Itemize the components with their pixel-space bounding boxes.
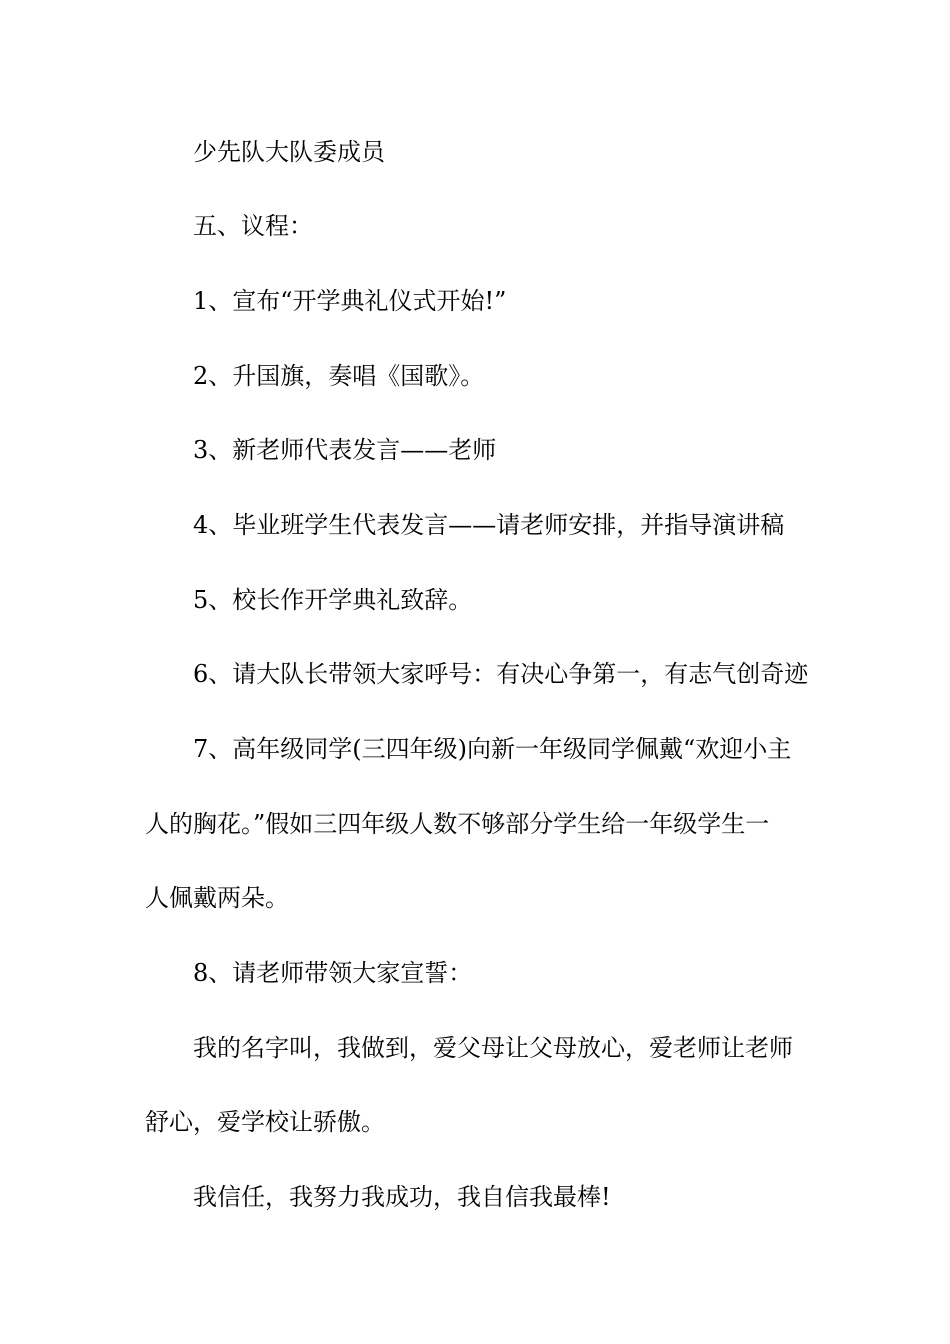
text-line: 少先队大队委成员 [193,138,385,166]
agenda-item: 6、请大队长带领大家呼号：有决心争第一，有志气创奇迹 [193,660,809,688]
agenda-item-continued: 人佩戴两朵。 [145,884,289,912]
agenda-item: 3、新老师代表发言——老师 [193,436,497,464]
agenda-item: 4、毕业班学生代表发言——请老师安排，并指导演讲稿 [193,511,785,539]
agenda-item-continued: 人的胸花。”假如三四年级人数不够部分学生给一年级学生一 [145,810,770,838]
oath-line-continued: 舒心，爱学校让骄傲。 [145,1108,385,1136]
oath-line: 我信任，我努力我成功，我自信我最棒! [193,1183,611,1211]
agenda-item: 7、高年级同学(三四年级)向新一年级同学佩戴“欢迎小主 [193,735,792,763]
agenda-item: 1、宣布“开学典礼仪式开始!” [193,287,507,315]
section-heading: 五、议程： [193,212,313,240]
agenda-item: 5、校长作开学典礼致辞。 [193,586,473,614]
agenda-item: 8、请老师带领大家宣誓： [193,959,473,987]
agenda-item: 2、升国旗，奏唱《国歌》。 [193,362,485,390]
oath-line: 我的名字叫，我做到，爱父母让父母放心，爱老师让老师 [193,1034,793,1062]
